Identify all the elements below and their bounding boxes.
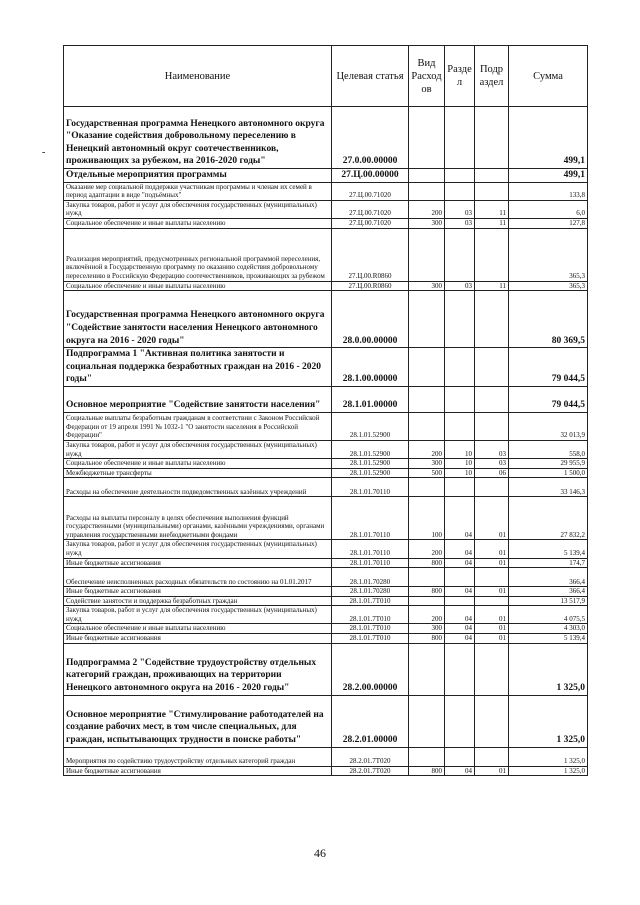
row-sum-cell: 1 325,0 xyxy=(509,643,588,695)
row-subsection-cell xyxy=(475,568,509,587)
row-target-code-cell: 28.1.01.70110 xyxy=(332,558,409,568)
row-target-code-cell: 27.Ц.00.71020 xyxy=(332,182,409,200)
row-sum-cell: 1 500,0 xyxy=(509,468,588,478)
row-name-cell: Государственная программа Ненецкого автономного округа "Содействие занятости населения Ненецкого автономного округа на 2016 - 2020 годы" xyxy=(64,291,332,348)
row-subsection-cell xyxy=(475,412,509,440)
table-row xyxy=(64,587,588,597)
row-name-cell: Основное мероприятие "Содействие занятости населения" xyxy=(64,386,332,412)
row-sum-cell: 499,1 xyxy=(509,107,588,169)
table-row xyxy=(64,291,588,348)
row-name-cell: Социальное обеспечение и иные выплаты населению xyxy=(64,218,332,228)
row-name-cell: Основное мероприятие "Стимулирование работодателей на создание рабочих мест, в том числе специальных, для граждан, испытывающих трудности в поиске работы" xyxy=(64,695,332,747)
row-expense-type-cell xyxy=(409,291,445,348)
row-sum-cell: 79 044,5 xyxy=(509,386,588,412)
page-number: 46 xyxy=(314,846,326,860)
row-name-cell: Расходы на выплаты персоналу в целях обеспечения выполнения функций государственными (муниципальными) органами, казёнными учреждениями, органами управления государственными внебюджетными фондами xyxy=(64,497,332,540)
table-row xyxy=(64,624,588,634)
row-name-cell: Закупка товаров, работ и услуг для обеспечения государственных (муниципальных) нужд xyxy=(64,606,332,624)
row-name-cell: Подпрограмма 2 "Содействие трудоустройству отдельных категорий граждан, проживающих на территории Ненецкого автономного округа на 2016 - 2020 годы" xyxy=(64,643,332,695)
row-subsection-cell xyxy=(475,478,509,497)
table-header-row xyxy=(64,46,588,107)
row-section-cell: 03 xyxy=(445,200,475,218)
row-section-cell xyxy=(445,228,475,281)
row-sum-cell: 33 146,3 xyxy=(509,478,588,497)
row-subsection-cell: 03 xyxy=(475,440,509,458)
row-section-cell xyxy=(445,478,475,497)
row-target-code-cell: 27.Ц.00.00000 xyxy=(332,169,409,183)
row-subsection-cell xyxy=(475,169,509,183)
table-body xyxy=(64,107,588,776)
row-name-cell: Закупка товаров, работ и услуг для обеспечения государственных (муниципальных) нужд xyxy=(64,540,332,558)
row-name-cell: Социальное обеспечение и иные выплаты населению xyxy=(64,281,332,291)
table-row xyxy=(64,468,588,478)
row-expense-type-cell xyxy=(409,596,445,606)
row-subsection-cell: 01 xyxy=(475,587,509,597)
row-name-cell: Обеспечение неисполненных расходных обязательств по состоянию на 01.01.2017 xyxy=(64,568,332,587)
row-subsection-cell: 01 xyxy=(475,766,509,776)
row-expense-type-cell xyxy=(409,228,445,281)
row-sum-cell: 366,4 xyxy=(509,587,588,597)
row-section-cell: 10 xyxy=(445,468,475,478)
row-target-code-cell: 28.1.01.70280 xyxy=(332,587,409,597)
row-section-cell xyxy=(445,348,475,387)
row-target-code-cell: 28.2.01.7Т020 xyxy=(332,766,409,776)
row-sum-cell: 4 303,0 xyxy=(509,624,588,634)
row-section-cell: 04 xyxy=(445,540,475,558)
row-name-cell: Отдельные мероприятия программы xyxy=(64,169,332,183)
row-sum-cell: 5 139,4 xyxy=(509,634,588,644)
row-section-cell xyxy=(445,291,475,348)
row-subsection-cell xyxy=(475,596,509,606)
table-row xyxy=(64,478,588,497)
row-section-cell: 10 xyxy=(445,459,475,469)
row-section-cell: 03 xyxy=(445,218,475,228)
table-row xyxy=(64,766,588,776)
table-row xyxy=(64,606,588,624)
row-expense-type-cell xyxy=(409,348,445,387)
row-subsection-cell xyxy=(475,386,509,412)
row-subsection-cell xyxy=(475,291,509,348)
row-sum-cell: 13 517,9 xyxy=(509,596,588,606)
row-target-code-cell: 27.Ц.00.R0860 xyxy=(332,228,409,281)
row-name-cell: Расходы на обеспечение деятельности подведомственных казённых учреждений xyxy=(64,478,332,497)
row-target-code-cell: 28.0.00.00000 xyxy=(332,291,409,348)
row-expense-type-cell xyxy=(409,478,445,497)
budget-table xyxy=(63,45,588,776)
row-name-cell: Государственная программа Ненецкого автономного округа "Оказание содействия добровольному переселению в Ненецкий автономный округ соотечественников, проживающих за рубежом, на 2016-2020 годы" xyxy=(64,107,332,169)
row-target-code-cell: 28.2.00.00000 xyxy=(332,643,409,695)
row-target-code-cell: 28.1.01.52900 xyxy=(332,459,409,469)
header-section: Разде л xyxy=(445,46,475,107)
row-target-code-cell: 28.2.01.7Т020 xyxy=(332,747,409,766)
table-row xyxy=(64,568,588,587)
row-name-cell: Мероприятия по содействию трудоустройству отдельных категорий граждан xyxy=(64,747,332,766)
row-subsection-cell xyxy=(475,747,509,766)
row-expense-type-cell xyxy=(409,169,445,183)
row-name-cell: Реализация мероприятий, предусмотренных региональной программой переселения, включённой в Государственную программу по оказанию содействия добровольному переселению в Российскую Федерацию соотечественников, проживающих за рубежом xyxy=(64,228,332,281)
row-section-cell xyxy=(445,169,475,183)
table-row xyxy=(64,497,588,540)
row-name-cell: Иные бюджетные ассигнования xyxy=(64,587,332,597)
row-section-cell: 04 xyxy=(445,634,475,644)
row-section-cell: 04 xyxy=(445,497,475,540)
row-name-cell: Социальные выплаты безработным гражданам в соответствии с Законом Российской Федерации от 19 апреля 1991 № 1032-1 "О занятости населения в Российской Федерации" xyxy=(64,412,332,440)
row-name-cell: Межбюджетные трансферты xyxy=(64,468,332,478)
row-expense-type-cell xyxy=(409,643,445,695)
row-target-code-cell: 28.1.01.70110 xyxy=(332,540,409,558)
row-sum-cell: 1 325,0 xyxy=(509,695,588,747)
row-expense-type-cell: 200 xyxy=(409,440,445,458)
row-subsection-cell xyxy=(475,695,509,747)
row-section-cell: 04 xyxy=(445,558,475,568)
row-subsection-cell: 03 xyxy=(475,459,509,469)
row-target-code-cell: 28.1.01.7Т010 xyxy=(332,634,409,644)
row-section-cell: 04 xyxy=(445,606,475,624)
row-sum-cell: 366,4 xyxy=(509,568,588,587)
table-row xyxy=(64,182,588,200)
row-sum-cell: 6,0 xyxy=(509,200,588,218)
row-expense-type-cell xyxy=(409,412,445,440)
row-expense-type-cell xyxy=(409,568,445,587)
row-expense-type-cell: 100 xyxy=(409,497,445,540)
table-row xyxy=(64,459,588,469)
row-target-code-cell: 28.1.01.70280 xyxy=(332,568,409,587)
table-row xyxy=(64,348,588,387)
row-target-code-cell: 28.1.01.7Т010 xyxy=(332,596,409,606)
row-sum-cell: 29 955,9 xyxy=(509,459,588,469)
row-subsection-cell xyxy=(475,228,509,281)
row-subsection-cell: 11 xyxy=(475,200,509,218)
row-sum-cell: 174,7 xyxy=(509,558,588,568)
row-target-code-cell: 28.2.01.00000 xyxy=(332,695,409,747)
header-name: Наименование xyxy=(64,46,332,107)
row-expense-type-cell: 200 xyxy=(409,606,445,624)
row-section-cell xyxy=(445,747,475,766)
row-subsection-cell: 01 xyxy=(475,497,509,540)
header-expense-type: Вид Расход ов xyxy=(409,46,445,107)
row-name-cell: Иные бюджетные ассигнования xyxy=(64,766,332,776)
row-target-code-cell: 27.Ц.00.71020 xyxy=(332,218,409,228)
row-subsection-cell: 11 xyxy=(475,281,509,291)
row-subsection-cell xyxy=(475,182,509,200)
row-subsection-cell xyxy=(475,107,509,169)
row-sum-cell: 5 139,4 xyxy=(509,540,588,558)
row-expense-type-cell xyxy=(409,107,445,169)
row-sum-cell: 499,1 xyxy=(509,169,588,183)
row-sum-cell: 4 075,5 xyxy=(509,606,588,624)
row-name-cell: Закупка товаров, работ и услуг для обеспечения государственных (муниципальных) нужд xyxy=(64,440,332,458)
row-sum-cell: 79 044,5 xyxy=(509,348,588,387)
table-row xyxy=(64,200,588,218)
row-expense-type-cell: 800 xyxy=(409,558,445,568)
row-subsection-cell: 01 xyxy=(475,540,509,558)
table-row xyxy=(64,386,588,412)
row-section-cell: 04 xyxy=(445,587,475,597)
table-row xyxy=(64,643,588,695)
row-expense-type-cell: 800 xyxy=(409,587,445,597)
row-name-cell: Закупка товаров, работ и услуг для обеспечения государственных (муниципальных) нужд xyxy=(64,200,332,218)
row-subsection-cell: 06 xyxy=(475,468,509,478)
row-section-cell xyxy=(445,107,475,169)
row-section-cell xyxy=(445,643,475,695)
row-section-cell xyxy=(445,412,475,440)
row-expense-type-cell: 300 xyxy=(409,218,445,228)
row-sum-cell: 32 013,9 xyxy=(509,412,588,440)
row-name-cell: Иные бюджетные ассигнования xyxy=(64,634,332,644)
table-row xyxy=(64,218,588,228)
row-expense-type-cell: 300 xyxy=(409,624,445,634)
row-target-code-cell: 28.1.01.52900 xyxy=(332,468,409,478)
margin-mark: - xyxy=(42,147,46,158)
row-target-code-cell: 27.0.00.00000 xyxy=(332,107,409,169)
row-expense-type-cell xyxy=(409,182,445,200)
row-sum-cell: 27 832,2 xyxy=(509,497,588,540)
row-subsection-cell: 11 xyxy=(475,218,509,228)
row-sum-cell: 365,3 xyxy=(509,281,588,291)
table-row xyxy=(64,634,588,644)
row-subsection-cell: 01 xyxy=(475,624,509,634)
row-section-cell xyxy=(445,695,475,747)
row-section-cell: 10 xyxy=(445,440,475,458)
row-target-code-cell: 28.1.00.00000 xyxy=(332,348,409,387)
row-section-cell xyxy=(445,596,475,606)
row-target-code-cell: 28.1.01.70110 xyxy=(332,478,409,497)
row-sum-cell: 1 325,0 xyxy=(509,766,588,776)
row-section-cell: 04 xyxy=(445,766,475,776)
header-target: Целевая статья xyxy=(332,46,409,107)
table-row xyxy=(64,228,588,281)
row-expense-type-cell: 500 xyxy=(409,468,445,478)
row-name-cell: Социальное обеспечение и иные выплаты населению xyxy=(64,459,332,469)
table-row xyxy=(64,412,588,440)
row-subsection-cell xyxy=(475,643,509,695)
table-row xyxy=(64,747,588,766)
row-sum-cell: 127,8 xyxy=(509,218,588,228)
row-sum-cell: 365,3 xyxy=(509,228,588,281)
table-row xyxy=(64,596,588,606)
row-section-cell xyxy=(445,386,475,412)
row-target-code-cell: 28.1.01.00000 xyxy=(332,386,409,412)
row-expense-type-cell xyxy=(409,695,445,747)
row-section-cell: 04 xyxy=(445,624,475,634)
row-name-cell: Иные бюджетные ассигнования xyxy=(64,558,332,568)
row-name-cell: Социальное обеспечение и иные выплаты населению xyxy=(64,624,332,634)
table-row xyxy=(64,695,588,747)
row-target-code-cell: 28.1.01.7Т010 xyxy=(332,624,409,634)
row-section-cell: 03 xyxy=(445,281,475,291)
table-row xyxy=(64,107,588,169)
row-name-cell: Оказание мер социальной поддержки участникам программы и членам их семей в период адаптации в виде "подъёмных" xyxy=(64,182,332,200)
row-sum-cell: 80 369,5 xyxy=(509,291,588,348)
row-target-code-cell: 28.1.01.52900 xyxy=(332,412,409,440)
row-sum-cell: 1 325,0 xyxy=(509,747,588,766)
row-expense-type-cell: 200 xyxy=(409,540,445,558)
row-name-cell: Подпрограмма 1 "Активная политика занятости и социальная поддержка безработных граждан на 2016 - 2020 годы" xyxy=(64,348,332,387)
table-row xyxy=(64,169,588,183)
header-subsection: Подр аздел xyxy=(475,46,509,107)
row-subsection-cell: 01 xyxy=(475,558,509,568)
row-target-code-cell: 28.1.01.70110 xyxy=(332,497,409,540)
row-target-code-cell: 27.Ц.00.R0860 xyxy=(332,281,409,291)
row-subsection-cell xyxy=(475,348,509,387)
row-expense-type-cell: 300 xyxy=(409,281,445,291)
row-subsection-cell: 01 xyxy=(475,606,509,624)
row-expense-type-cell xyxy=(409,747,445,766)
row-expense-type-cell xyxy=(409,386,445,412)
row-sum-cell: 558,0 xyxy=(509,440,588,458)
header-sum: Сумма xyxy=(509,46,588,107)
row-target-code-cell: 27.Ц.00.71020 xyxy=(332,200,409,218)
row-sum-cell: 133,8 xyxy=(509,182,588,200)
row-section-cell xyxy=(445,568,475,587)
row-section-cell xyxy=(445,182,475,200)
row-expense-type-cell: 200 xyxy=(409,200,445,218)
table-row xyxy=(64,281,588,291)
row-target-code-cell: 28.1.01.52900 xyxy=(332,440,409,458)
row-expense-type-cell: 800 xyxy=(409,766,445,776)
row-expense-type-cell: 800 xyxy=(409,634,445,644)
row-subsection-cell: 01 xyxy=(475,634,509,644)
row-target-code-cell: 28.1.01.7Т010 xyxy=(332,606,409,624)
budget-table-sheet xyxy=(63,45,587,776)
table-row xyxy=(64,440,588,458)
row-expense-type-cell: 300 xyxy=(409,459,445,469)
row-name-cell: Содействие занятости и поддержка безработных граждан xyxy=(64,596,332,606)
table-row xyxy=(64,540,588,558)
table-row xyxy=(64,558,588,568)
